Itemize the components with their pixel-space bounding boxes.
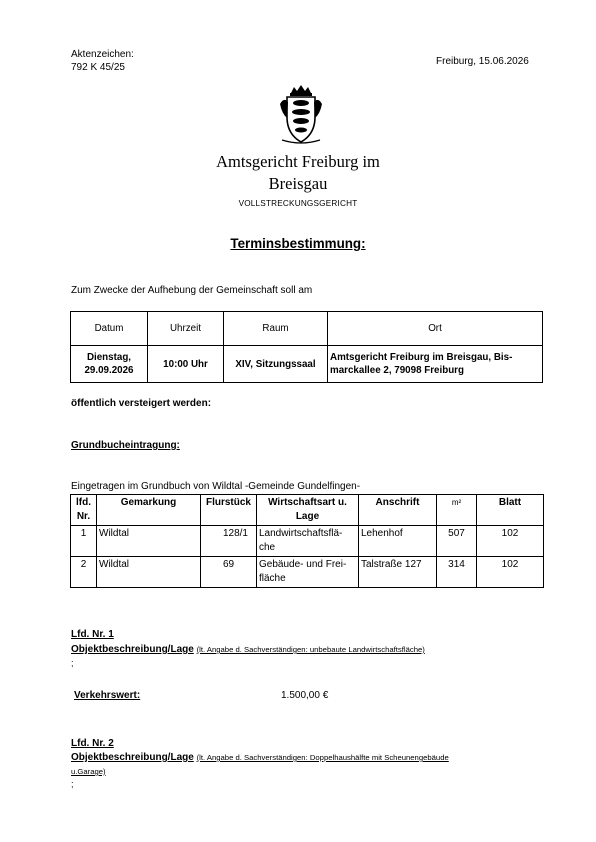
appointment-header-place: Ort	[328, 312, 543, 346]
col-header-anschrift: Anschrift	[359, 495, 437, 526]
row-gemarkung: Wildtal	[97, 557, 201, 588]
item2-heading: Lfd. Nr. 2	[71, 738, 114, 749]
table-row	[71, 557, 544, 588]
file-reference-label: Aktenzeichen:	[71, 49, 134, 60]
appointment-time: 10:00 Uhr	[148, 346, 224, 383]
col-header-gemarkung: Gemarkung	[97, 495, 201, 526]
appointment-header-room: Raum	[224, 312, 328, 346]
land-register-header-row	[71, 495, 544, 526]
appointment-place-line2: marckallee 2, 79098 Freiburg	[330, 365, 464, 376]
row-blatt: 102	[477, 526, 544, 557]
coat-of-arms-icon	[278, 84, 324, 146]
row-wirtschaftsart-line1: Gebäude- und Frei-	[259, 559, 347, 570]
col-header-wirtschaftsart-line2: Lage	[295, 511, 320, 522]
auction-note: öffentlich versteigert werden:	[71, 398, 212, 409]
col-header-wirtschaftsart	[257, 495, 359, 526]
item1-value: 1.500,00 €	[281, 690, 329, 701]
row-blatt: 102	[477, 557, 544, 588]
item1-heading: Lfd. Nr. 1	[71, 629, 114, 640]
item2-semicolon: ;	[71, 779, 74, 789]
row-flurstueck: 128/1	[201, 526, 257, 557]
row-wirtschaftsart	[257, 557, 359, 588]
row-wirtschaftsart	[257, 526, 359, 557]
row-wirtschaftsart-line2: che	[259, 542, 276, 553]
court-name	[0, 151, 596, 195]
page-title: Terminsbestimmung:	[230, 236, 366, 251]
col-header-flurstueck: Flurstück	[201, 495, 257, 526]
table-row	[71, 526, 544, 557]
item1-semicolon: ;	[71, 658, 74, 668]
item1-description-note: (lt. Angabe d. Sachverständigen: unbebaute Landwirtschaftsfläche)	[196, 645, 425, 654]
appointment-header-time: Uhrzeit	[148, 312, 224, 346]
row-nr: 2	[71, 557, 97, 588]
row-area: 507	[437, 526, 477, 557]
appointment-header-row	[71, 312, 543, 346]
item2-description-note-line2: u.Garage)	[71, 767, 106, 776]
intro-text: Zum Zwecke der Aufhebung der Gemeinschaft soll am	[71, 285, 313, 296]
file-reference-number: 792 K 45/25	[71, 62, 125, 73]
col-header-blatt: Blatt	[477, 495, 544, 526]
col-header-lfd	[71, 495, 97, 526]
col-header-lfd-line2: Nr.	[76, 511, 91, 522]
item2-description-label: Objektbeschreibung/Lage	[71, 752, 194, 763]
appointment-row	[71, 346, 543, 383]
row-flurstueck: 69	[201, 557, 257, 588]
item1-value-label: Verkehrswert:	[74, 690, 141, 701]
row-wirtschaftsart-line2: fläche	[259, 573, 286, 584]
appointment-date-line1: Dienstag,	[86, 352, 132, 363]
item1-description	[71, 644, 425, 655]
row-wirtschaftsart-line1: Landwirtschaftsflä-	[259, 528, 343, 539]
col-header-wirtschaftsart-line1: Wirtschaftsart u.	[268, 497, 347, 508]
row-area: 314	[437, 557, 477, 588]
row-gemarkung: Wildtal	[97, 526, 201, 557]
appointment-header-date: Datum	[71, 312, 148, 346]
land-register-heading: Grundbucheintragung:	[71, 440, 180, 451]
item1-description-label: Objektbeschreibung/Lage	[71, 644, 194, 655]
place-date: Freiburg, 15.06.2026	[436, 56, 529, 67]
appointment-table	[70, 311, 543, 383]
row-anschrift: Talstraße 127	[359, 557, 437, 588]
file-reference	[71, 48, 134, 74]
appointment-place-line1: Amtsgericht Freiburg im Breisgau, Bis-	[330, 352, 513, 363]
row-anschrift: Lehenhof	[359, 526, 437, 557]
appointment-date-line2: 29.09.2026	[84, 365, 134, 376]
appointment-place	[328, 346, 543, 383]
col-header-area: m²	[437, 495, 477, 526]
court-department: VOLLSTRECKUNGSGERICHT	[238, 199, 358, 208]
appointment-date	[71, 346, 148, 383]
item2-description-note-line1: (lt. Angabe d. Sachverständigen: Doppelhaushälfte mit Scheunengebäude	[196, 753, 449, 762]
land-register-intro: Eingetragen im Grundbuch von Wildtal -Gemeinde Gundelfingen-	[71, 481, 361, 492]
court-name-line2: Breisgau	[268, 174, 328, 193]
court-name-line1: Amtsgericht Freiburg im	[216, 152, 380, 171]
item2-description	[71, 752, 449, 763]
col-header-lfd-line1: lfd.	[76, 497, 91, 508]
land-register-table	[70, 494, 544, 588]
row-nr: 1	[71, 526, 97, 557]
appointment-room: XIV, Sitzungssaal	[224, 346, 328, 383]
